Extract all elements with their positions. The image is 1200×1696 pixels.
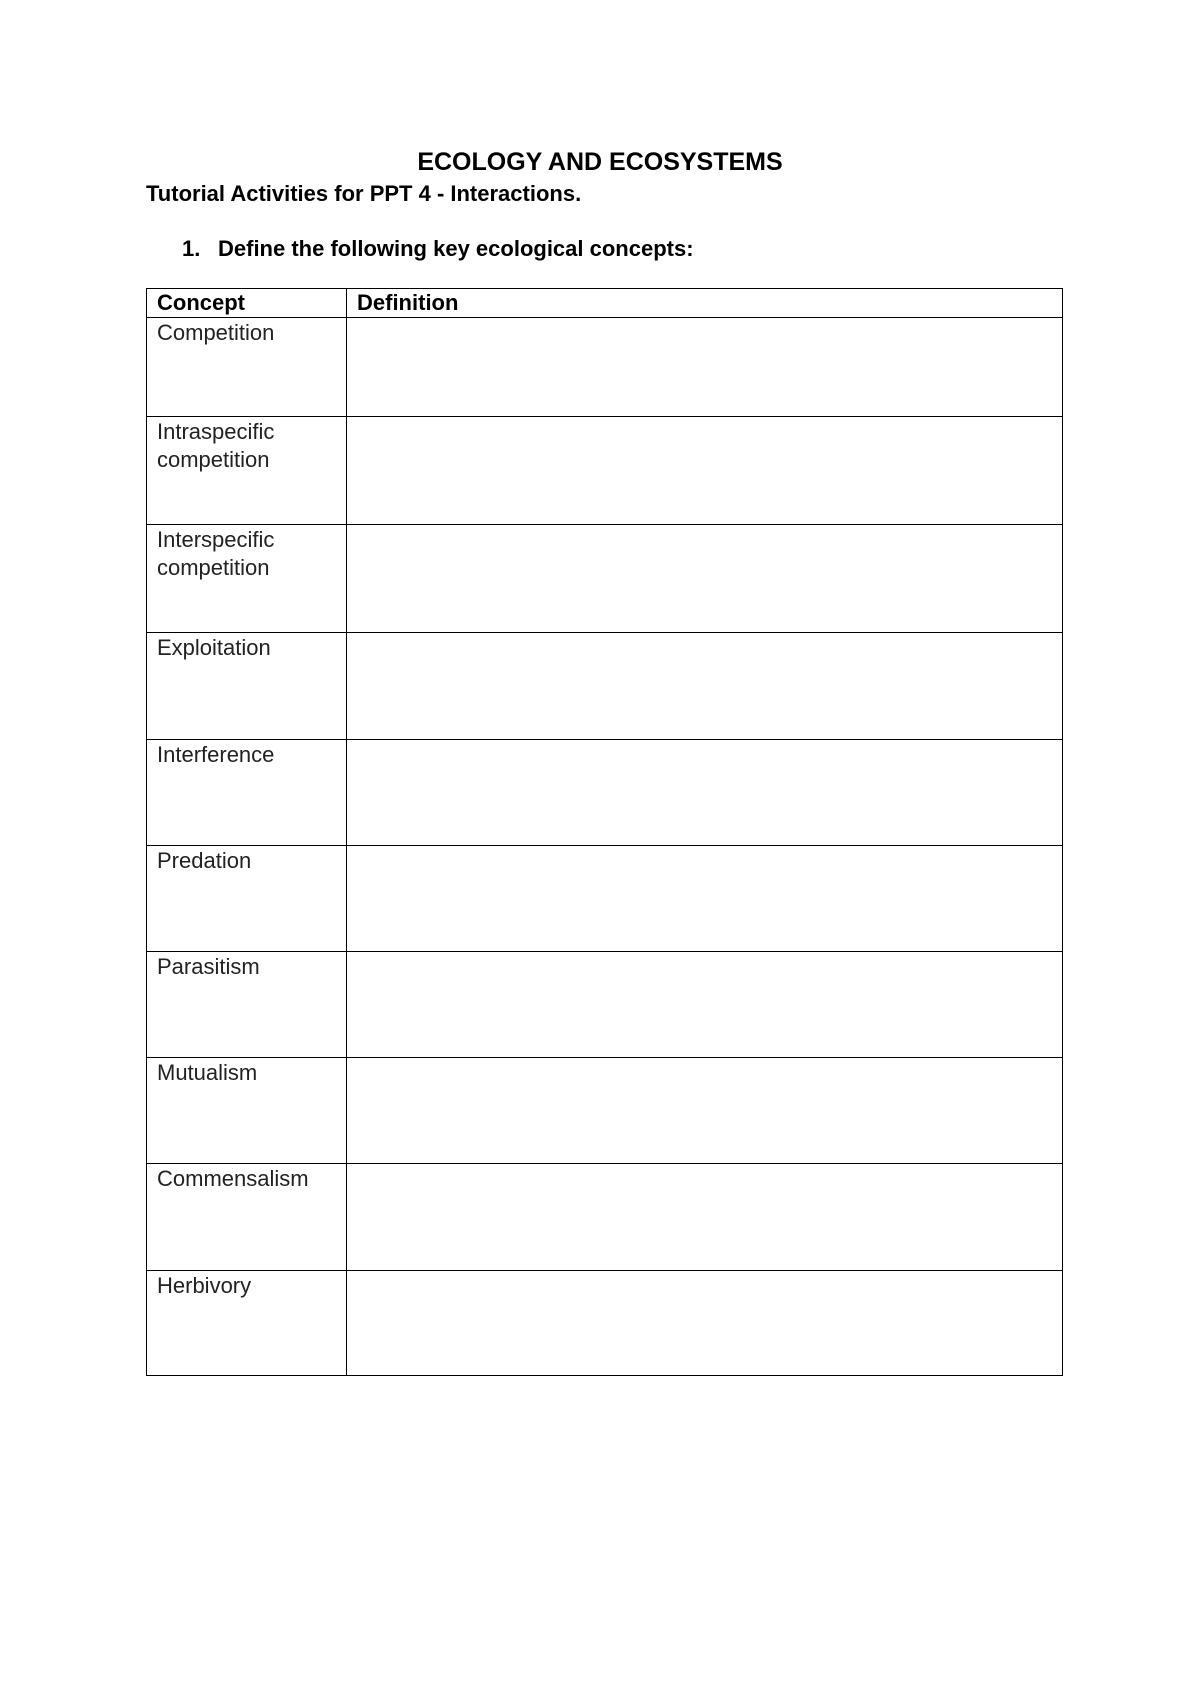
table-row	[147, 1058, 1063, 1164]
table-row	[147, 1164, 1063, 1271]
concept-cell: Commensalism	[147, 1164, 347, 1271]
question-number: 1.	[182, 236, 201, 261]
concept-cell: Predation	[147, 846, 347, 952]
definition-cell[interactable]	[347, 1271, 1063, 1376]
concept-cell: Intraspecific competition	[147, 417, 347, 525]
table-header-row	[147, 289, 1063, 318]
table-row	[147, 1271, 1063, 1376]
page-title: ECOLOGY AND ECOSYSTEMS	[417, 148, 783, 176]
concept-cell: Parasitism	[147, 952, 347, 1058]
table-row	[147, 417, 1063, 525]
definition-cell[interactable]	[347, 740, 1063, 846]
table-row	[147, 525, 1063, 633]
table-row	[147, 318, 1063, 417]
concept-cell: Interference	[147, 740, 347, 846]
column-header-concept: Concept	[147, 289, 347, 318]
concept-cell: Interspecific competition	[147, 525, 347, 633]
definition-cell[interactable]	[347, 952, 1063, 1058]
concept-cell: Mutualism	[147, 1058, 347, 1164]
definition-cell[interactable]	[347, 633, 1063, 740]
definition-cell[interactable]	[347, 846, 1063, 952]
question-1	[182, 235, 694, 263]
page-subtitle: Tutorial Activities for PPT 4 - Interactions.	[146, 181, 582, 206]
question-text: Define the following key ecological concepts:	[218, 236, 694, 261]
concepts-table	[146, 288, 1063, 1376]
definition-cell[interactable]	[347, 417, 1063, 525]
table-row	[147, 633, 1063, 740]
definition-cell[interactable]	[347, 525, 1063, 633]
table-row	[147, 740, 1063, 846]
definition-cell[interactable]	[347, 318, 1063, 417]
concept-cell: Herbivory	[147, 1271, 347, 1376]
table-row	[147, 952, 1063, 1058]
concept-cell: Exploitation	[147, 633, 347, 740]
concept-cell: Competition	[147, 318, 347, 417]
column-header-definition: Definition	[347, 289, 1063, 318]
definition-cell[interactable]	[347, 1164, 1063, 1271]
definition-cell[interactable]	[347, 1058, 1063, 1164]
table-row	[147, 846, 1063, 952]
